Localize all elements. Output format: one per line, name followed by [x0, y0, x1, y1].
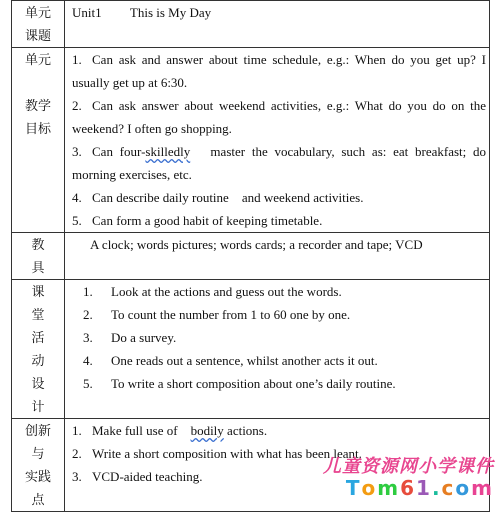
row-classroom-activities — [12, 280, 490, 419]
objective-item: 4. Can describe daily routine and weekend activities. — [72, 190, 364, 205]
watermark-chinese-text: 儿童资源网小学课件 — [323, 456, 494, 477]
label-line: 单元 — [24, 52, 51, 67]
label-objectives — [12, 48, 65, 233]
teaching-aids-content — [65, 233, 490, 280]
activity-item: 5. To write a short composition about one’s daily routine. — [83, 376, 396, 391]
lesson-plan-table — [11, 0, 490, 512]
objective-item: 3. Can four-skilledly master the vocabulary, such as: eat breakfast; do morning exercises, etc. — [72, 144, 490, 182]
label-line: 单元 — [24, 5, 51, 20]
spellcheck-underline: skilledly — [145, 144, 191, 159]
objective-item: 5. Can form a good habit of keeping timetable. — [72, 213, 323, 228]
label-innovation — [12, 419, 65, 512]
label-line: 教 — [31, 237, 45, 252]
label-line: 实践 — [24, 469, 51, 484]
label-line: 点 — [31, 492, 45, 507]
watermark-letter: T — [345, 476, 362, 500]
label-unit-title — [12, 1, 65, 48]
innovation-item: 2. Write a short composition with what has been leant. — [72, 446, 362, 461]
watermark-letter: o — [455, 476, 472, 500]
label-line: 教学 — [24, 98, 51, 113]
unit-title-content — [65, 1, 490, 48]
row-objectives — [12, 48, 490, 233]
label-line: 创新 — [24, 423, 51, 438]
watermark-letter: m — [377, 476, 401, 500]
unit-number: Unit1 — [72, 5, 102, 20]
activity-item: 3. Do a survey. — [83, 330, 177, 345]
label-classroom-activities — [12, 280, 65, 419]
label-teaching-aids — [12, 233, 65, 280]
watermark-letter: . — [431, 476, 442, 500]
label-line: 与 — [31, 446, 45, 461]
unit-title: This is My Day — [129, 5, 212, 20]
label-line: 具 — [31, 260, 45, 275]
watermark-letter: o — [361, 476, 378, 500]
row-unit-title — [12, 1, 490, 48]
objectives-content — [65, 48, 490, 233]
label-line: 课题 — [24, 28, 51, 43]
label-line — [12, 71, 64, 94]
label-line: 目标 — [24, 121, 51, 136]
label-line: 设 — [31, 376, 45, 391]
label-line: 堂 — [31, 307, 45, 322]
classroom-activities-content — [65, 280, 490, 419]
spellcheck-underline: bodily — [190, 423, 224, 438]
watermark-letter: m — [471, 476, 494, 500]
objective-item: 2. Can ask answer about weekend activities, e.g.: What do you do on the weekend? I often go shopping. — [72, 98, 486, 136]
teaching-aids-text: A clock; words pictures; words cards; a recorder and tape; VCD — [90, 237, 423, 252]
innovation-item: 1. Make full use of bodily actions. — [72, 423, 268, 438]
label-line: 动 — [31, 353, 45, 368]
label-line: 课 — [31, 284, 45, 299]
watermark-letter: c — [441, 476, 456, 500]
watermark-letter: 6 — [400, 476, 417, 500]
innovation-item: 3. VCD-aided teaching. — [72, 469, 203, 484]
activity-item: 1. Look at the actions and guess out the words. — [83, 284, 342, 299]
row-teaching-aids — [12, 233, 490, 280]
watermark-site-text — [346, 476, 494, 500]
label-line: 活 — [31, 330, 45, 345]
label-line: 计 — [31, 399, 45, 414]
activity-item: 2. To count the number from 1 to 60 one by one. — [83, 307, 351, 322]
activity-item: 4. One reads out a sentence, whilst another acts it out. — [83, 353, 378, 368]
watermark-letter: 1 — [416, 476, 432, 500]
watermark-logo — [296, 452, 496, 502]
objective-item: 1. Can ask and answer about time schedule, e.g.: When do you get up? I usually get up at 6:30. — [72, 52, 486, 90]
